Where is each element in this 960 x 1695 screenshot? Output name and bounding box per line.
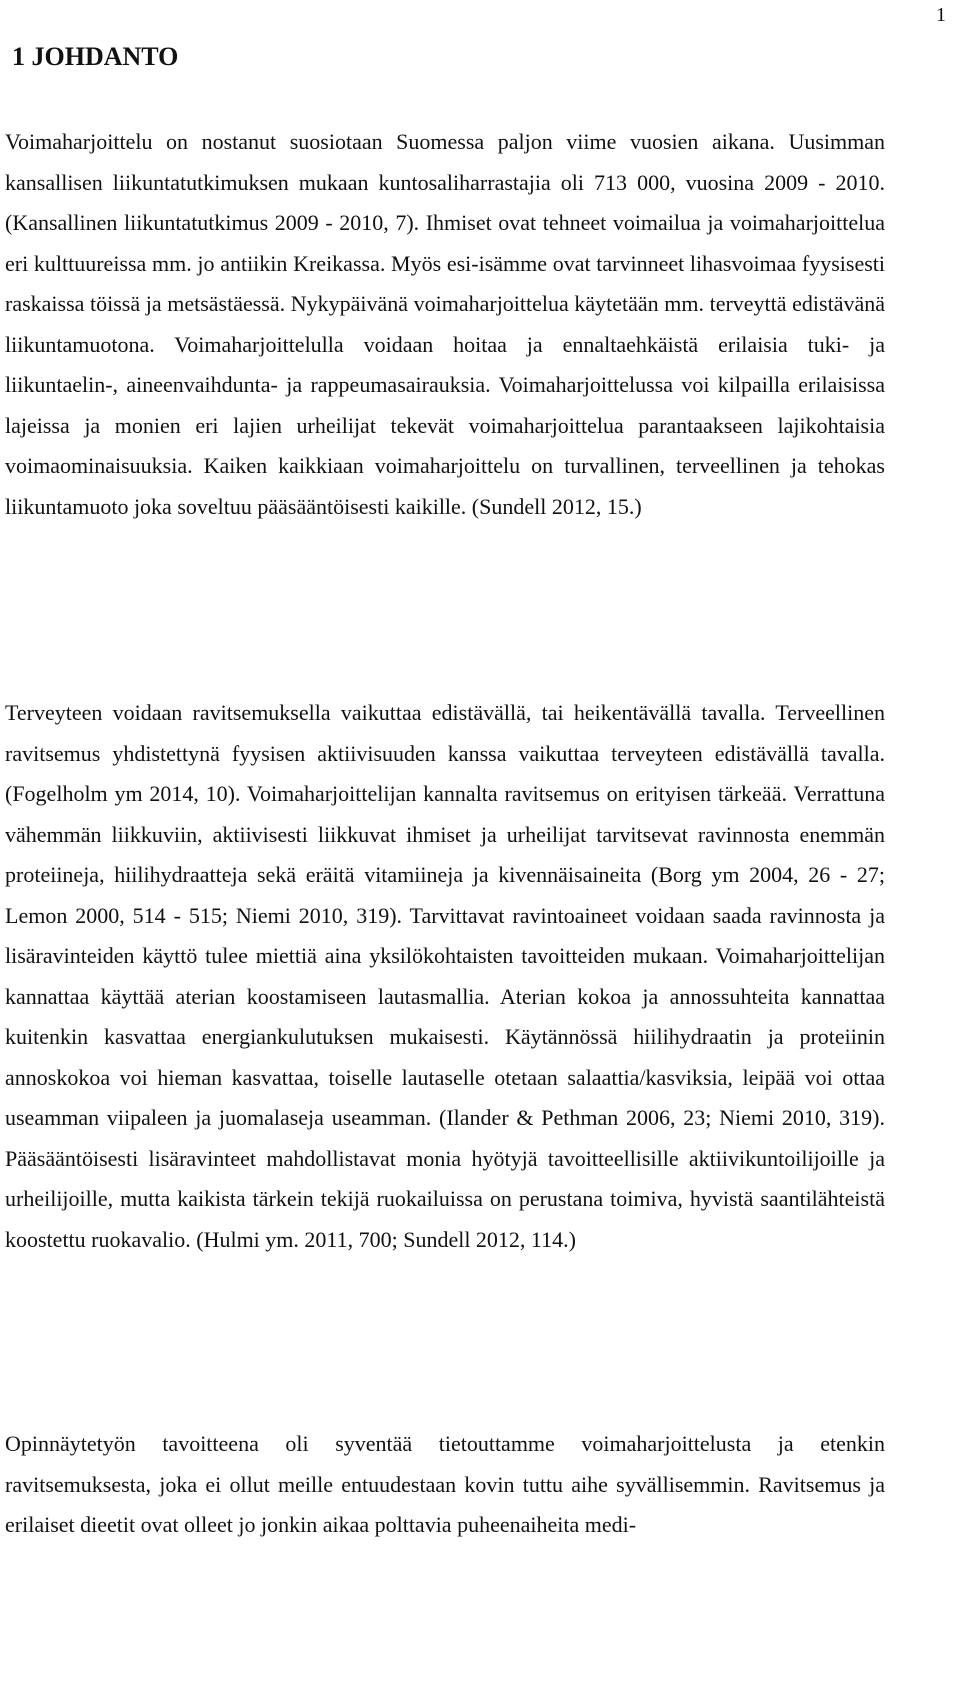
paragraph-thesis-goal bbox=[5, 1424, 885, 1546]
paragraph-text: Opinnäytetyön tavoitteena oli syventää tietouttamme voimaharjoittelusta ja etenkin ravitsemuksesta, joka ei ollut meille entuudestaan kovin tuttu aihe syvällisemmin. Ravitsemus ja erilaiset dieetit ovat olleet jo jonkin aikaa polttavia puheenaiheita medi- bbox=[5, 1431, 885, 1537]
section-heading: 1 JOHDANTO bbox=[12, 42, 179, 71]
page-number: 1 bbox=[936, 4, 946, 26]
paragraph-intro bbox=[5, 122, 885, 527]
paragraph-nutrition bbox=[5, 693, 885, 1260]
paragraph-text: Terveyteen voidaan ravitsemuksella vaikuttaa edistävällä, tai heikentävällä tavalla. Terveellinen ravitsemus yhdistettynä fyysisen aktiivisuuden kanssa vaikuttaa terveyteen edistävällä tavalla. (Fogelholm ym 2014, 10). Voimaharjoittelijan kannalta ravitsemus on erityisen tärkeää. Verrattuna vähemmän liikkuviin, aktiivisesti liikkuvat ihmiset ja urheilijat tarvitsevat ravinnosta enemmän proteiineja, hiilihydraatteja sekä eräitä vitamiineja ja kivennäisaineita (Borg ym 2004, 26 - 27; Lemon 2000, 514 - 515; Niemi 2010, 319). Tarvittavat ravintoaineet voidaan saada ravinnosta ja lisäravinteiden käyttö tulee miettiä aina yksilökohtaisten tavoitteiden mukaan. Voimaharjoittelijan kannattaa käyttää aterian koostamiseen lautasmallia. Aterian kokoa ja annossuhteita kannattaa kuitenkin kasvattaa energiankulutuksen mukaisesti. Käytännössä hiilihydraatin ja proteiinin annoskokoa voi hieman kasvattaa, toiselle lautaselle otetaan salaattia/kasviksia, leipää voi ottaa useamman viipaleen ja juomalaseja useamman. (Ilander & Pethman 2006, 23; Niemi 2010, 319). Pääsääntöisesti lisäravinteet mahdollistavat monia hyötyjä tavoitteellisille aktiivikuntoilijoille ja urheilijoille, mutta kaikista tärkein tekijä ruokailuissa on perustana toimiva, hyvistä saantilähteistä koostettu ruokavalio. (Hulmi ym. 2011, 700; Sundell 2012, 114.) bbox=[5, 700, 885, 1252]
paragraph-text: Voimaharjoittelu on nostanut suosiotaan Suomessa paljon viime vuosien aikana. Uusimman kansallisen liikuntatutkimuksen mukaan kuntosaliharrastajia oli 713 000, vuosina 2009 - 2010. (Kansallinen liikuntatutkimus 2009 - 2010, 7). Ihmiset ovat tehneet voimailua ja voimaharjoittelua eri kulttuureissa mm. jo antiikin Kreikassa. Myös esi-isämme ovat tarvinneet lihasvoimaa fyysisesti raskaissa töissä ja metsästäessä. Nykypäivänä voimaharjoittelua käytetään mm. terveyttä edistävänä liikuntamuotona. Voimaharjoittelulla voidaan hoitaa ja ennaltaehkäistä erilaisia tuki- ja liikuntaelin-, aineenvaihdunta- ja rappeumasairauksia. Voimaharjoittelussa voi kilpailla erilaisissa lajeissa ja monien eri lajien urheilijat tekevät voimaharjoittelua parantaakseen lajikohtaisia voimaominaisuuksia. Kaiken kaikkiaan voimaharjoittelu on turvallinen, terveellinen ja tehokas liikuntamuoto joka soveltuu pääsääntöisesti kaikille. (Sundell 2012, 15.) bbox=[5, 129, 885, 519]
